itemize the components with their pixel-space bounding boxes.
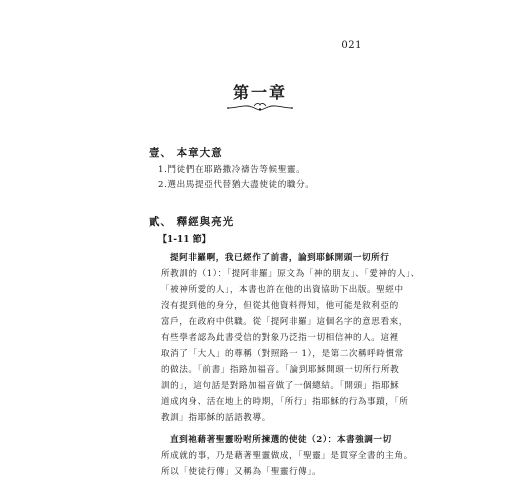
body-line: 有些學者認為此書受信的對象乃泛指一切相信神的人。這裡 <box>161 333 399 343</box>
body-line: 教訓」指耶穌的話語教導。 <box>161 413 271 423</box>
body-line: 所教訓的（1）：「提阿非羅」原文為「神的朋友」、「愛神的人」、 <box>161 269 420 279</box>
body-line: 富戶，在政府中供職。從「提阿非羅」這個名字的意思看來， <box>161 317 408 327</box>
decorative-ornament <box>226 100 294 114</box>
body-line: 訓的」，這句話是對路加福音做了一個總結。「開頭」指耶穌 <box>161 381 400 391</box>
chapter-title: 第一章 <box>232 83 287 102</box>
summary-item-1: 1.鬥徒們在耶路撒冷禱告等候聖靈。 <box>158 165 306 175</box>
body-line: 所以「使徒行傳」又稱為「聖靈行傳」。 <box>161 467 322 477</box>
body-line: 直到祂藉著聖靈吩咐所揀選的使徒（2）：本書強調一切 <box>170 435 392 445</box>
body-line: 沒有提到他的身分，但從其他資料得知，他可能是敘利亞的 <box>161 301 399 311</box>
body-line: 所成就的事，乃是藉著聖靈做成，「聖靈」是貫穿全書的主角。 <box>161 451 413 461</box>
body-line: 「被神所愛的人」，本書也許在他的出資協助下出版。聖經中 <box>161 285 404 295</box>
body-line: 提阿非羅啊，我已經作了前書，論到耶穌開頭一切所行 <box>170 253 390 263</box>
verse-reference: 【1-11 節】 <box>158 235 211 245</box>
section-heading-summary: 壹、 本章大意 <box>149 147 223 159</box>
section-heading-exegesis: 貳、 釋經與亮光 <box>149 216 235 228</box>
body-line: 的做法。「前書」指路加福音。「論到耶穌開頭一切所行所教 <box>161 365 400 375</box>
page-number: 021 <box>341 40 362 51</box>
body-line: 道成肉身、活在地上的時期，「所行」指耶穌的行為事蹟，「所 <box>161 397 409 407</box>
body-line: 取消了「大人」的尊稱（對照路一 1），是第二次稱呼時慣常 <box>161 349 404 359</box>
summary-item-2: 2.選出馬提亞代替猶大盡使徒的職分。 <box>158 180 315 190</box>
